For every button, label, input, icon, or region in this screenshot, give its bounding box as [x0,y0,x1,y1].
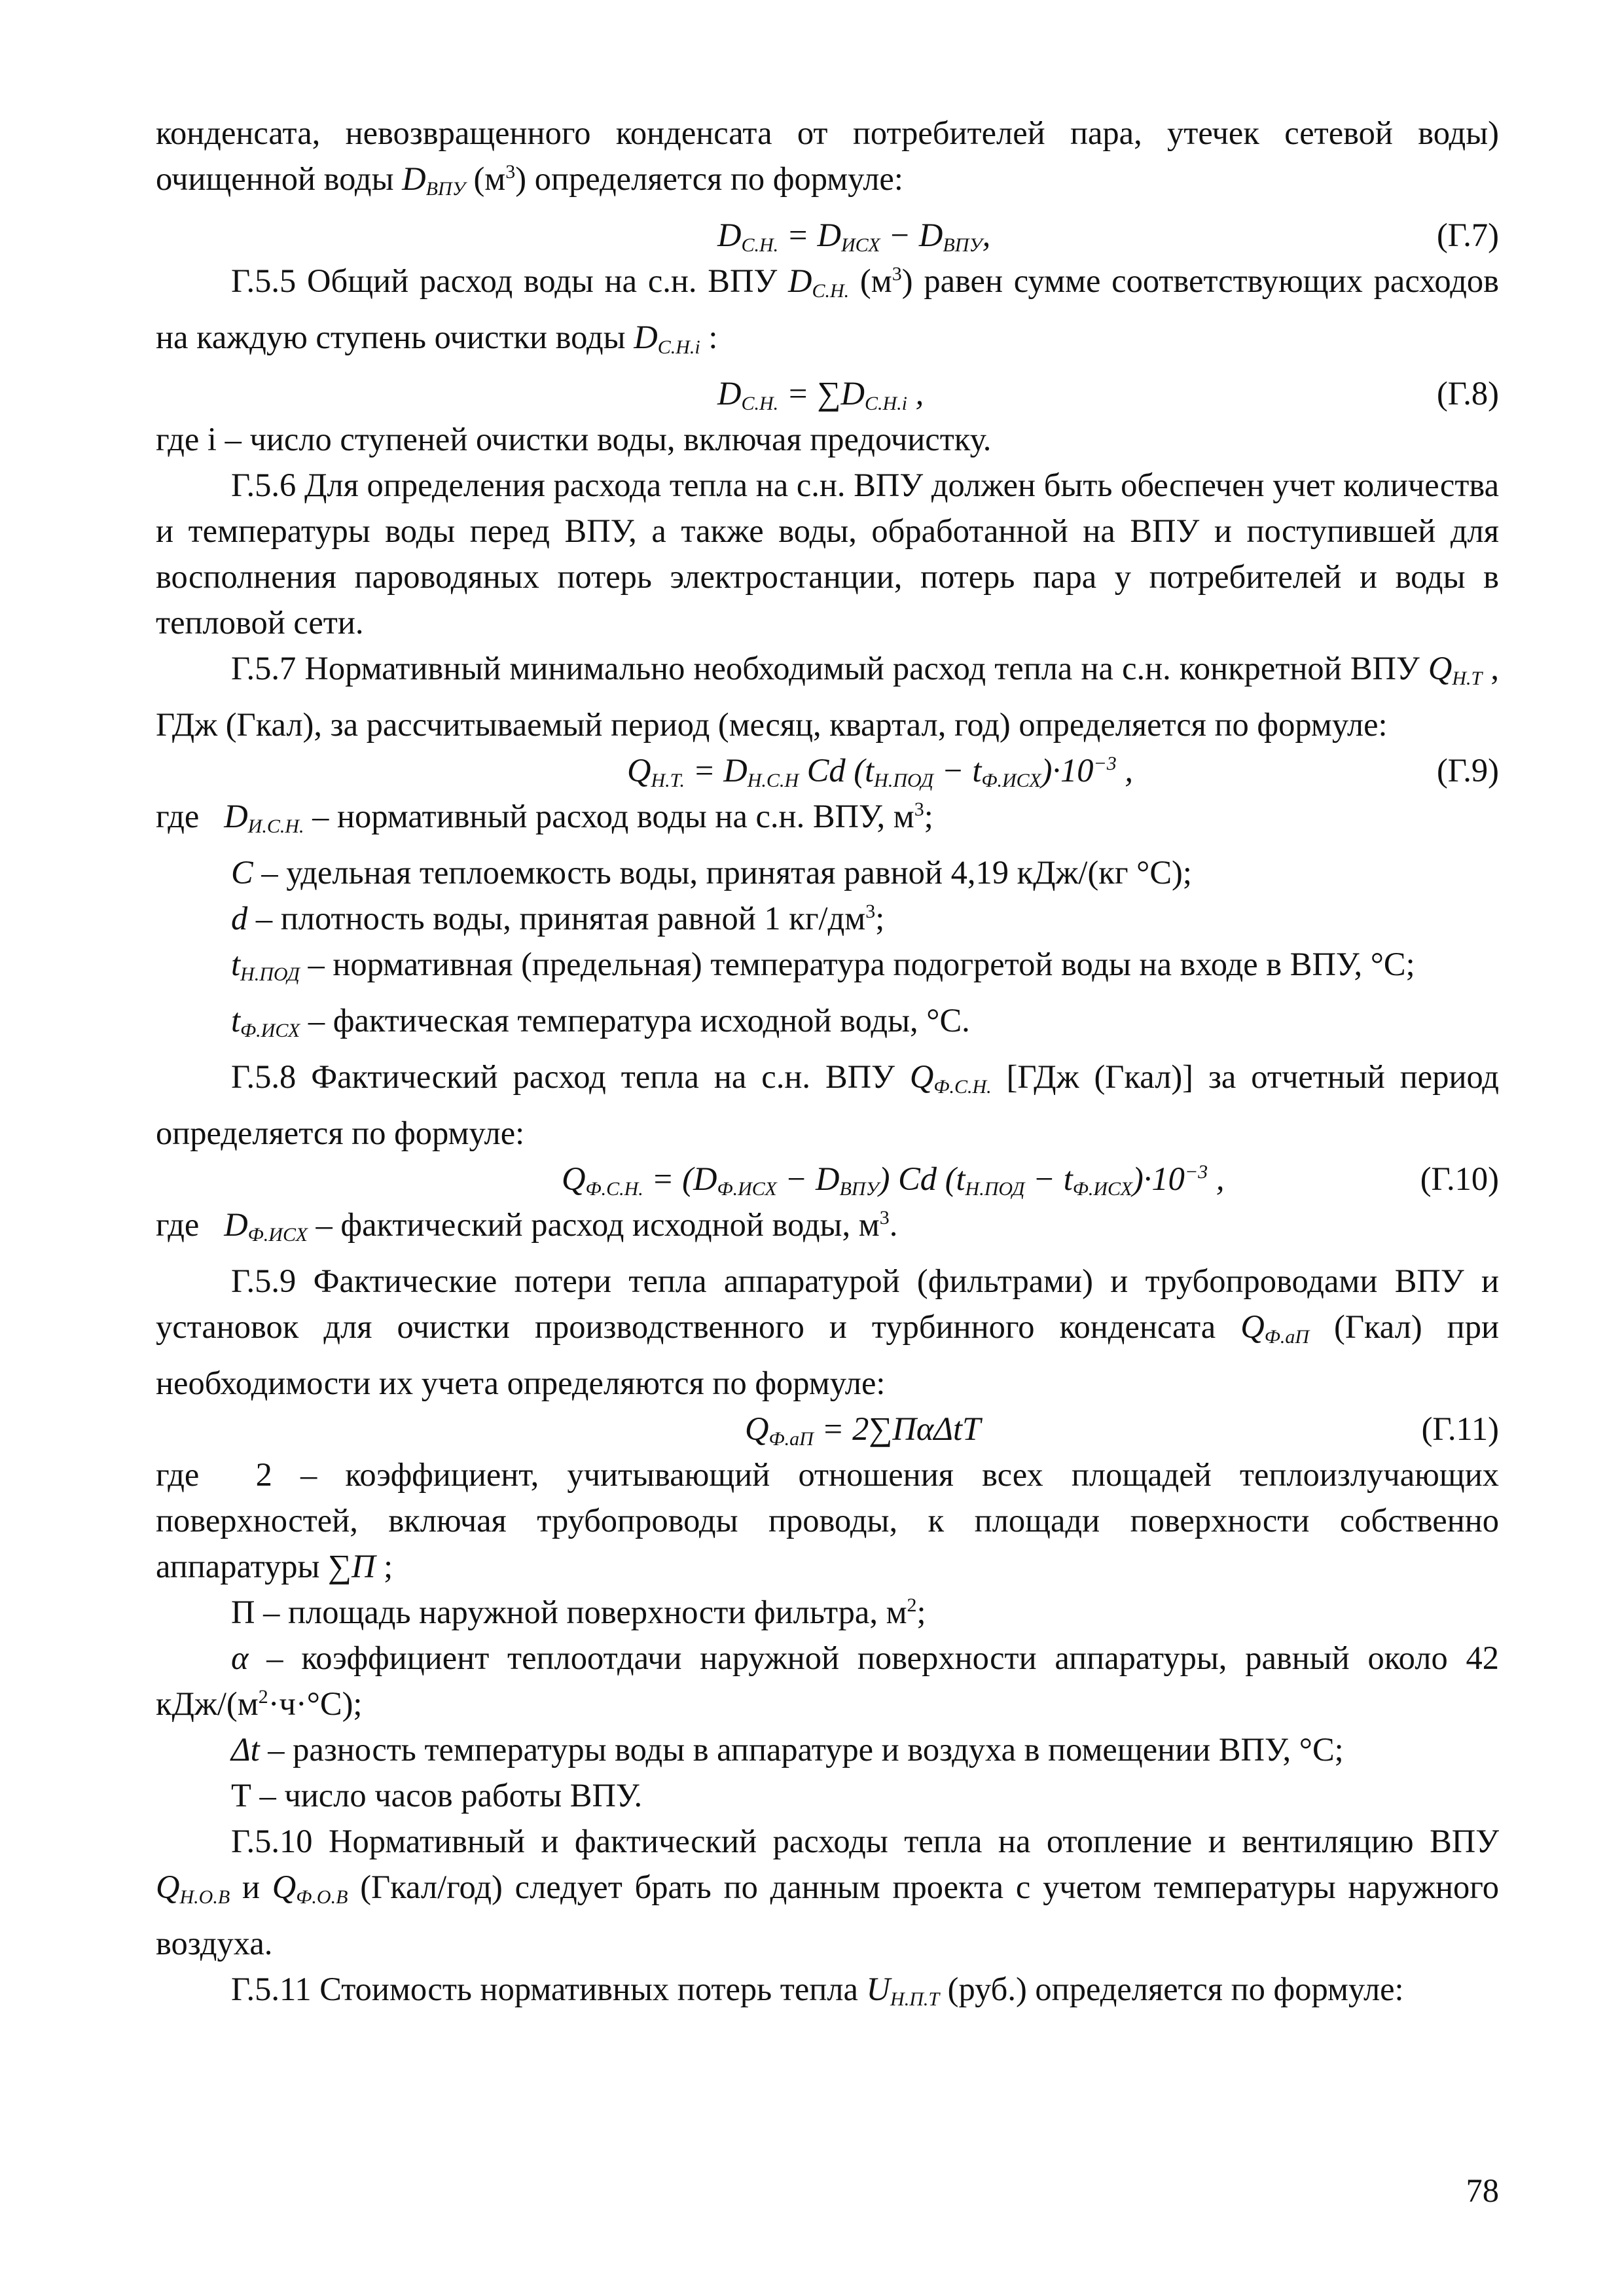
equation-g7: $D_{С.Н.} = D_{ИСХ} - D_{ВПУ}$, (Г.7) [156,212,1499,258]
page-number: 78 [1466,2172,1499,2209]
where-clause: α – коэффициент теплоотдачи наружной поверхности аппаратуры, равный около 42 кДж/$(м^2\cdot ч\cdot^\circ С)$; [156,1640,1499,1722]
equation-g9: $Q_{Н.Т.} = D_{Н.С.Н}$ Cd $(t_{Н.ПОД} - t_{Ф.ИСХ})\cdot 10^{-3}$ , (Г.9) [156,747,1499,793]
where-clause: где i – число ступеней очистки воды, включая предочистку. [156,421,992,457]
paragraph-continuation: конденсата, невозвращенного конденсата от потребителей пара, утечек сетевой воды) очищенной воды $D_{ВПУ}$ $(м^3)$ определяется по формуле: [156,115,1499,200]
where-clause: П – площадь наружной поверхности фильтра, $м^2$; [231,1594,926,1630]
document-page [156,110,1499,2022]
where-clause: Т – число часов работы ВПУ. [231,1777,643,1814]
where-clause: C – удельная теплоемкость воды, принятая равной 4,19 кДж/(кг °С); [231,854,1192,891]
equation-g8: $D_{С.Н.} = \sum D_{С.Н.i}$ , (Г.8) [156,370,1499,416]
equation-number: (Г.8) [1436,375,1499,412]
equation-number: (Г.10) [1420,1160,1499,1197]
where-clause: Δt – разность температуры воды в аппаратуре и воздуха в помещении ВПУ, °С; [231,1731,1344,1768]
section-g-5-10: Г.5.10 Нормативный и фактический расходы тепла на отопление и вентиляцию ВПУ $Q_{Н.О.В}$ и $Q_{Ф.О.В}$ (Гкал/год) следует брать по данным проекта с учетом температуры наружного воздуха. [156,1823,1499,1962]
where-clause: где $D_{Ф.ИСХ}$ – фактический расход исходной воды, $м^3$. [156,1206,898,1246]
where-clause: где $D_{И.С.Н.}$ – нормативный расход воды на с.н. ВПУ, $м^3$; [156,798,933,837]
equation-number: (Г.7) [1436,217,1499,253]
where-clause: $t_{Ф.ИСХ}$ – фактическая температура исходной воды, °С. [231,1002,970,1041]
where-clause: где 2 – коэффициент, учитывающий отношения всех площадей теплоизлучающих поверхностей, включая трубопроводы проводы, к площади поверхности собственно аппаратуры ∑П ; [156,1456,1499,1585]
section-g-5-9: Г.5.9 Фактические потери тепла аппаратурой (фильтрами) и трубопроводами ВПУ и установок для очистки производственного и турбинного конденсата $Q_{Ф.аП}$ (Гкал) при необходимости их учета определяются по формуле: [156,1263,1499,1401]
equation-number: (Г.11) [1421,1410,1499,1447]
equation-number: (Г.9) [1436,752,1499,789]
where-clause: $t_{Н.ПОД}$ – нормативная (предельная) температура подогретой воды на входе в ВПУ, °С; [231,946,1415,985]
equation-g10: $Q_{Ф.С.Н.} = (D_{Ф.ИСХ} - D_{ВПУ})$ Cd $(t_{Н.ПОД} - t_{Ф.ИСХ})\cdot 10^{-3}$ , (Г.10) [156,1156,1499,1202]
section-g-5-11: Г.5.11 Стоимость нормативных потерь тепла $U_{Н.П.Т}$ (руб.) определяется по формуле: [231,1971,1404,2010]
section-g-5-6: Г.5.6 Для определения расхода тепла на с.н. ВПУ должен быть обеспечен учет количества и температуры воды перед ВПУ, а также воды, обработанной на ВПУ и поступившей для восполнения пароводяных потерь электростанции, потерь пара у потребителей и воды в тепловой сети. [156,467,1499,641]
equation-g11: $Q_{Ф.аП} = 2\sum П\alpha\Delta tT$ (Г.11) [156,1406,1499,1452]
section-g-5-5: Г.5.5 Общий расход воды на с.н. ВПУ $D_{С.Н.}$ $(м^3)$ равен сумме соответствующих расходов на каждую ступень очистки воды $D_{С.Н.i}$ : [156,262,1499,358]
where-clause: d – плотность воды, принятая равной 1 $кг/дм^3$; [231,900,885,937]
section-g-5-8: Г.5.8 Фактический расход тепла на с.н. ВПУ $Q_{Ф.С.Н.}$ [ГДж (Гкал)] за отчетный период определяется по формуле: [156,1058,1499,1151]
section-g-5-7: Г.5.7 Нормативный минимально необходимый расход тепла на с.н. конкретной ВПУ $Q_{Н.Т}$ , ГДж (Гкал), за рассчитываемый период (месяц, квартал, год) определяется по формуле: [156,650,1499,743]
